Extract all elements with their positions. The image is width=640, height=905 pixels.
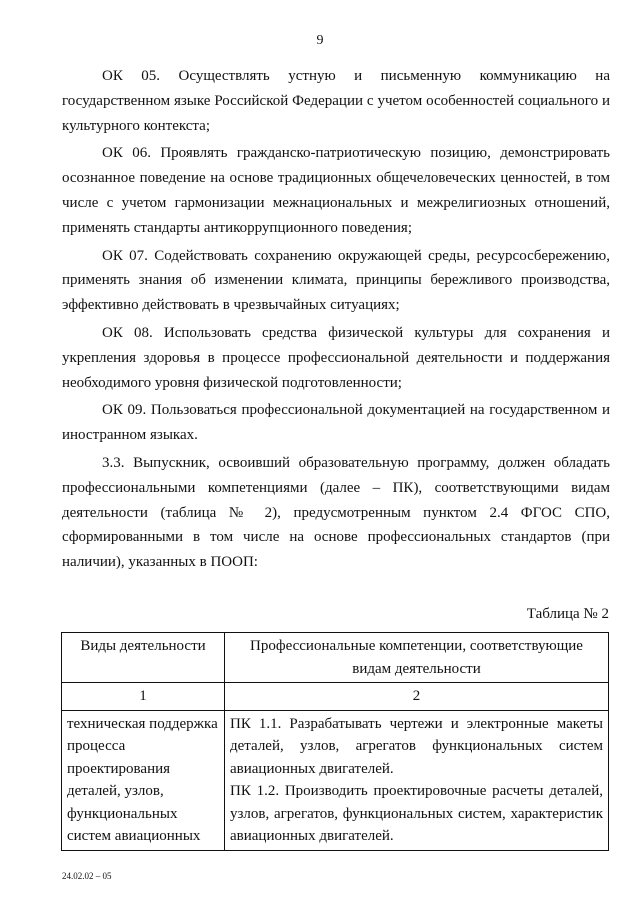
competencies-table [61,632,609,851]
table-caption: Таблица № 2 [526,606,609,622]
paragraph-ok05: ОК 05. Осуществлять устную и письменную коммуникацию на государственном языке Российской Федерации с учетом особенностей социального и культурного контекста; [62,68,610,134]
competency-pk-1-1: ПК 1.1. Разрабатывать чертежи и электронные макеты деталей, узлов, агрегатов функциональных систем авиационных двигателей. [230,715,603,777]
competency-pk-1-2: ПК 1.2. Производить проектировочные расчеты деталей, узлов, агрегатов, функциональных систем, характеристик авиационных двигателей. [230,783,603,844]
table-number-row [62,683,609,711]
paragraph-3-3: 3.3. Выпускник, освоивший образовательную программу, должен обладать профессиональными компетенциями (далее – ПК), соответствующими видам деятельности (таблица № 2), предусмотренным пунктом 2.4 ФГОС СПО, сформированными в том числе на основе профессиональных стандартов (при наличии), указанных в ПООП: [62,454,610,571]
column-number-2: 2 [225,683,609,711]
table-row [62,710,609,850]
activity-text: техническая поддержка процесса проектирования деталей, узлов, функциональных систем авиационных [67,715,218,844]
column-number-1: 1 [62,683,225,711]
header-competencies: Профессиональные компетенции, соответствующие видам деятельности [225,633,609,683]
paragraph-ok07: ОК 07. Содействовать сохранению окружающей среды, ресурсосбережению, применять знания об изменении климата, принципы бережливого производства, эффективно действовать в чрезвычайных ситуациях; [62,247,610,314]
header-activities: Виды деятельности [62,633,225,683]
paragraph-ok06: ОК 06. Проявлять гражданско-патриотическую позицию, демонстрировать осознанное поведение на основе традиционных общечеловеческих ценностей, в том числе с учетом гармонизации межнациональных и межрелигиозных отношений, применять стандарты антикоррупционного поведения; [62,145,610,236]
activity-cell [62,710,225,850]
table-header-row [62,633,609,683]
paragraph-ok09: ОК 09. Пользоваться профессиональной документацией на государственном и иностранном языках. [62,402,610,444]
footer-code: 24.02.02 – 05 [62,871,112,881]
competencies-cell [225,710,609,850]
paragraph-ok08: ОК 08. Использовать средства физической культуры для сохранения и укрепления здоровья в процессе профессиональной деятельности и поддержания необходимого уровня физической подготовленности; [62,324,610,391]
document-body [62,64,610,578]
page-number: 9 [316,33,324,48]
